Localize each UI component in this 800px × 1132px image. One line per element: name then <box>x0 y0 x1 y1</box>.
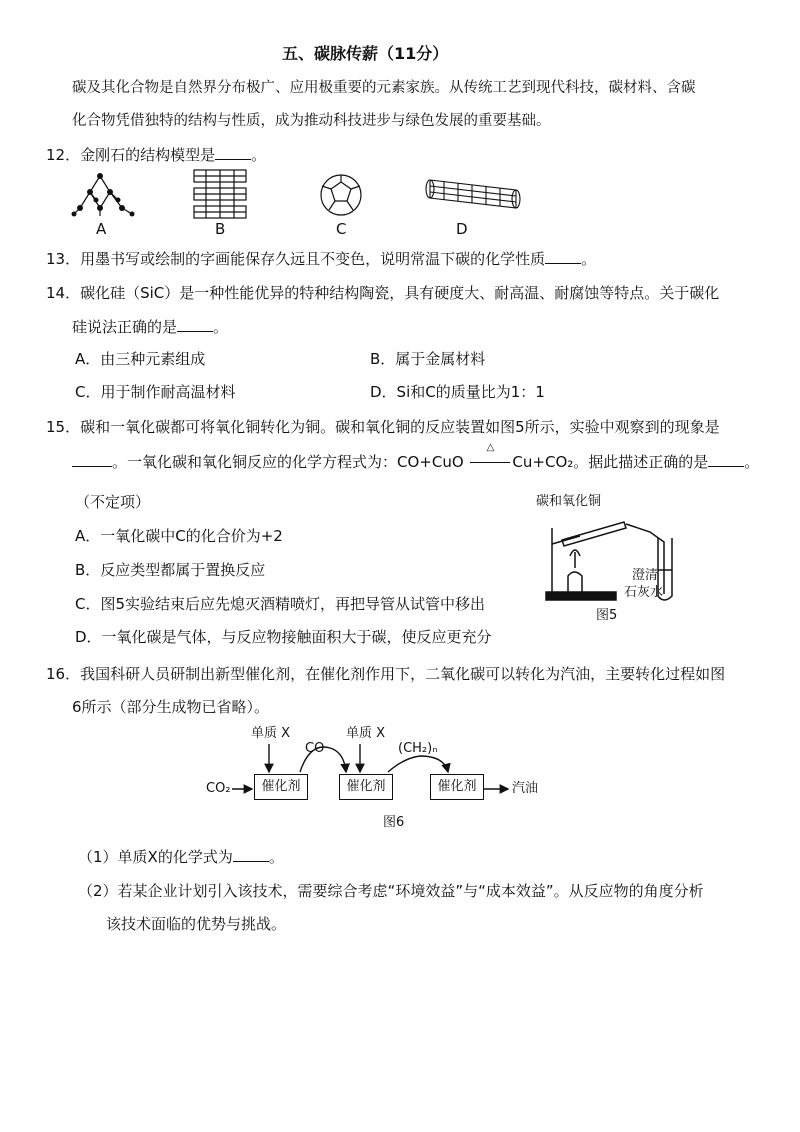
fig6-catalyst-box-3: 催化剂 <box>430 774 484 800</box>
q16-line-1: 16．我国科研人员研制出新型催化剂，在催化剂作用下，二氧化碳可以转化为汽油，主要转化过程如图 <box>46 665 726 683</box>
fig5-label-carbon-cuo: 碳和氧化铜 <box>536 494 602 509</box>
fig6-caption: 图6 <box>383 815 405 830</box>
q14-option-d[interactable]: D．Si和C的质量比为1：1 <box>370 383 545 401</box>
q13-text: 13．用墨书写或绘制的字画能保存久远且不变色，说明常温下碳的化学性质 <box>46 250 546 268</box>
q16-sub1 <box>78 847 284 867</box>
q12-text: 12．金刚石的结构模型是 <box>46 146 216 164</box>
fig6-element-x-2: 单质 X <box>346 726 386 741</box>
q12-option-d[interactable]: D <box>456 220 468 238</box>
q16-sub2-line-2: 该技术面临的优势与挑战。 <box>106 915 287 933</box>
section-title: 五、碳脉传薪（11分） <box>282 44 449 63</box>
intro-line-2: 化合物凭借独特的结构与性质，成为推动科技进步与绿色发展的重要基础。 <box>72 113 551 129</box>
q15-equation-right: Cu+CO₂。据此描述正确的是 <box>512 453 709 471</box>
q15-equation-left: 。一氧化碳和氧化铜反应的化学方程式为：CO+CuO <box>112 453 464 471</box>
heat-delta-icon: △ <box>486 442 495 453</box>
q14-option-b[interactable]: B．属于金属材料 <box>370 350 486 368</box>
fig5-label-limewater-1: 澄清 <box>632 568 659 583</box>
q15-end: 。 <box>744 453 760 471</box>
q15-line-1: 15．碳和一氧化碳都可将氧化铜转化为铜。碳和氧化铜的反应装置如图5所示，实验中观察到的现象是 <box>46 418 720 436</box>
q12-option-c[interactable]: C <box>336 220 347 238</box>
q15-note: （不定项） <box>75 493 151 511</box>
q15-option-b[interactable]: B．反应类型都属于置换反应 <box>75 561 266 579</box>
q16-sub1-blank[interactable] <box>233 847 269 862</box>
q16-sub1-end: 。 <box>268 848 284 866</box>
q15-option-c[interactable]: C．图5实验结束后应先熄灭酒精喷灯，再把导管从试管中移出 <box>75 595 486 613</box>
fig6-element-x-1: 单质 X <box>251 726 291 741</box>
q12-end: 。 <box>251 146 267 164</box>
fig6-ch2n: (CH₂)ₙ <box>398 741 438 756</box>
fig6-catalyst-box-2: 催化剂 <box>339 774 393 800</box>
q15-option-a[interactable]: A．一氧化碳中C的化合价为+2 <box>75 527 283 545</box>
q16-sub2-line-1: （2）若某企业计划引入该技术，需要综合考虑“环境效益”与“成本效益”。从反应物的角度分析 <box>78 882 704 900</box>
q12-option-b[interactable]: B <box>215 220 226 238</box>
intro-line-1: 碳及其化合物是自然界分布极广、应用极重要的元素家族。从传统工艺到现代科技，碳材料、含碳 <box>72 80 696 96</box>
q14-end: 。 <box>213 318 229 336</box>
fig6-co: CO <box>305 741 325 756</box>
q14-text: 硅说法正确的是 <box>72 318 178 336</box>
q15-option-d[interactable]: D．一氧化碳是气体，与反应物接触面积大于碳，使反应更充分 <box>75 628 492 646</box>
fig6-co2: CO₂ <box>206 781 231 796</box>
arrow-co-curve <box>300 747 346 772</box>
fig6-catalyst-box-1: 催化剂 <box>254 774 308 800</box>
arrow-ch2n-curve <box>388 756 448 772</box>
q14-option-c[interactable]: C．用于制作耐高温材料 <box>75 383 236 401</box>
fig5-caption: 图5 <box>596 608 618 623</box>
q16-sub1-text: （1）单质X的化学式为 <box>78 848 233 866</box>
q16-line-2: 6所示（部分生成物已省略）。 <box>72 698 270 716</box>
fig5-label-limewater-2: 石灰水 <box>624 585 664 600</box>
fig6-gasoline: 汽油 <box>512 781 539 796</box>
q14-line-1: 14．碳化硅（SiC）是一种性能优异的特种结构陶瓷，具有硬度大、耐高温、耐腐蚀等特点。关于碳化 <box>46 284 720 302</box>
q12-option-a[interactable]: A <box>96 220 107 238</box>
q14-option-a[interactable]: A．由三种元素组成 <box>75 350 206 368</box>
q13-end: 。 <box>581 250 597 268</box>
